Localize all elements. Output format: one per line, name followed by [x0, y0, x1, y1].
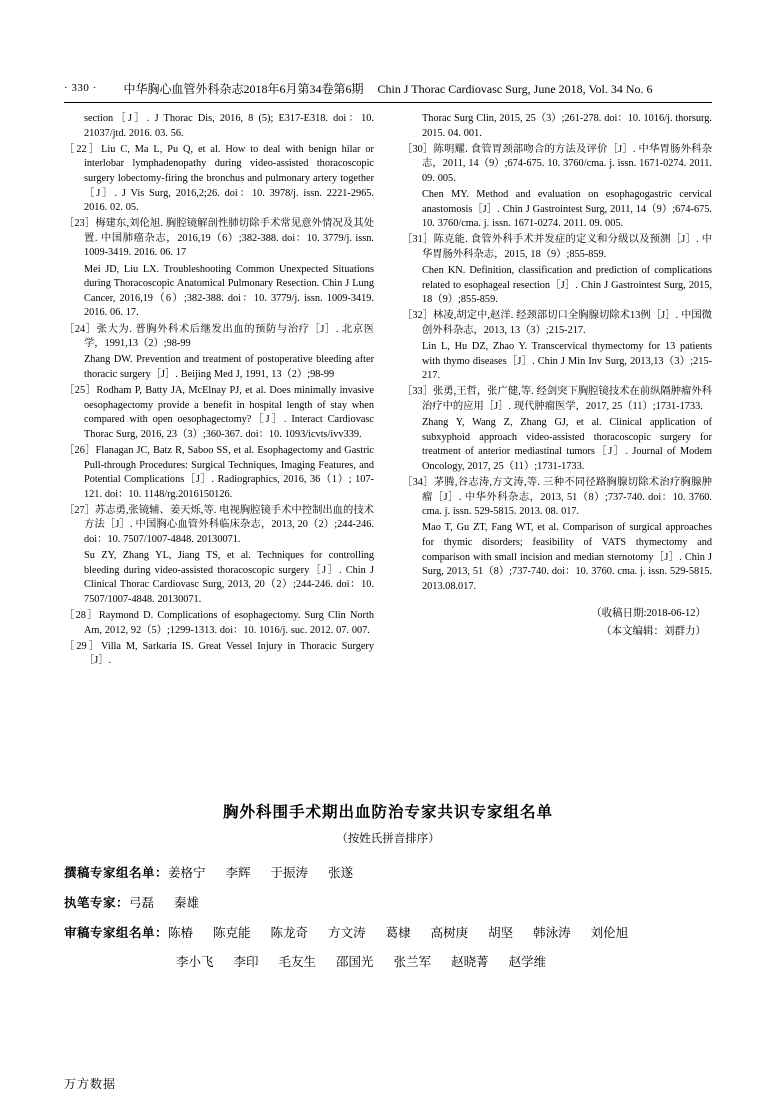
article-closing: [402, 605, 712, 643]
received-date: （收稿日期:2018-06-12）: [591, 607, 706, 619]
reference-item: Chen MY. Method and evaluation on esophagogastric cervical anastomosis［J］. Chin J Gastrointest Surg, 2011, 14（9）;674-675. 10. 3760/cma. j. issn. 1671-0274. 2011. 09. 005.: [422, 189, 712, 230]
group-row-writers: [64, 894, 712, 913]
expert-name: 姜格宁: [168, 866, 206, 880]
consensus-subtitle: （按姓氏拼音排序）: [336, 833, 440, 845]
reference-item: ［33］张勇,王哲，张广健,等. 经剑突下胸腔镜技术在前纵隔肿瘤外科治疗中的应用［J］. 现代肿瘤医学，2017, 25（11）;1731-1733.: [402, 386, 712, 413]
expert-name: 张兰军: [393, 955, 432, 970]
reference-item: ［22］Liu C, Ma L, Pu Q, et al. How to deal with benign hilar or interlobar lymphadenopathy during video-assisted thoracoscopic surgery lobectomy-firing the bronchus and pulmonary artery together［J］. J Vis Surg, 2016,2;26. doi：10. 3978/j. issn. 2221-2965. 2016. 02. 05.: [64, 143, 374, 214]
reference-item: ［27］苏志勇,张镜辅、姜天烁,等. 电视胸腔镜手术中控制出血的技术方法［J］. 中国胸心血管外科临床杂志，2013, 20（2）;244-246. doi：10. 7507/1007-4848. 20130071.: [64, 504, 374, 546]
expert-name: 邵国光: [336, 955, 374, 970]
group-row-reviewers-continued: [64, 953, 712, 972]
expert-name: 李辉: [225, 866, 251, 880]
reference-item: ［28］Raymond D. Complications of esophagectomy. Surg Clin North Am, 2012, 92（5）;1299-1313. doi：10. 1016/j. suc. 2012. 07. 007.: [64, 610, 374, 636]
reference-item: ［26］Flanagan JC, Batz R, Saboo SS, et al. Esophagectomy and Gastric Pull-through Procedures: Surgical Techniques, Imaging Features, and Potential Complications［J］. Radiographics, 2016, 36（1）; 107-121. doi：10. 1148/rg.2016150126.: [64, 444, 374, 500]
journal-title-en: Chin J Thorac Cardiovasc Surg, June 2018, Vol. 34 No. 6: [377, 82, 653, 96]
group-row-reviewers: [64, 924, 712, 943]
expert-name: 陈克能: [213, 925, 251, 940]
group-names: [168, 924, 712, 943]
expert-name: 胡坚: [488, 925, 514, 940]
expert-name: 陈龙奇: [270, 925, 309, 940]
running-head: [64, 80, 712, 102]
expert-name: 韩泳涛: [533, 925, 571, 940]
reference-item: Mei JD, Liu LX. Troubleshooting Common Unexpected Situations during Thoracoscopic Anatomical Pulmonary Resection. Chin J Lung Cancer, 2016,19（6）;382-388. doi：10. 3779/j. issn. 1009-3419. 2016. 06. 17.: [84, 263, 374, 319]
reference-item: ［31］陈克能. 食管外科手术并发症的定义和分级以及预测［J］. 中华胃肠外科杂志，2015, 18（9）;855-859.: [402, 234, 712, 260]
reference-item: Lin L, Hu DZ, Zhao Y. Transcervical thymectomy for 13 patients with thymo diseases［J］. Chin J Min Inv Surg, 2013,13（3）;215-217.: [422, 341, 712, 382]
expert-name: 张遂: [328, 866, 354, 880]
expert-name: 陈椿: [168, 925, 194, 940]
group-label: 撰稿专家组名单：: [64, 866, 169, 880]
consensus-title: 胸外科围手术期出血防治专家共识专家组名单: [222, 804, 553, 821]
journal-title-line: [123, 80, 652, 97]
page-number: · 330 ·: [64, 82, 97, 94]
expert-name: 于振涛: [270, 866, 309, 880]
reference-item: ［30］陈明耀. 食管胃颈部吻合的方法及评价［J］. 中华胃肠外科杂志，2011, 14（9）;674-675. 10. 3760/cma. j. issn. 1671-0274. 2011. 09. 005.: [402, 143, 712, 184]
expert-name: 秦雄: [174, 895, 200, 910]
group-names: [129, 894, 712, 913]
reference-item: ［29］Villa M, Sarkaria IS. Great Vessel Injury in Thoracic Surgery［J］.: [64, 640, 374, 667]
reference-item: Thorac Surg Clin, 2015, 25（3）;261-278. doi：10. 1016/j. thorsurg. 2015. 04. 001.: [422, 113, 712, 139]
reference-item: Chen KN. Definition, classification and prediction of complications related to esophageal resection［J］. Chin J Gastrointest Surg, 2015, 18（9）;855-859.: [422, 265, 712, 306]
expert-name: 李小飞: [176, 955, 214, 970]
reference-column-right: [402, 112, 712, 671]
wanfang-watermark: 万方数据: [64, 1077, 117, 1091]
reference-item: ［23］梅建东,刘伦旭. 胸腔镜解剖性肺切除手术常见意外情况及其处置. 中国肺癌杂志，2016,19（6）;382-388. doi：10. 3779/j. issn. 1009-3419. 2016. 06. 17: [64, 218, 374, 259]
expert-name: 毛友生: [278, 955, 317, 970]
expert-name: 葛棣: [385, 925, 411, 940]
group-row-authors: [64, 864, 712, 883]
expert-name: 赵学维: [508, 955, 547, 970]
editor-line: （本文编辑：刘群力）: [601, 626, 706, 638]
reference-item: ［34］茅腾,谷志涛,方文涛,等. 三种不同径路胸腺切除术治疗胸腺肿瘤［J］. 中华外科杂志，2013, 51（8）;737-740. doi：10. 3760. cma. j. issn. 529-5815. 2013. 08. 017.: [402, 477, 712, 518]
expert-name: 高树庚: [430, 925, 469, 940]
reference-item: Zhang DW. Prevention and treatment of postoperative bleeding after thoracic surgery［J］. Beijing Med J, 1991, 13（2）;98-99: [84, 354, 374, 380]
reference-column-left: [64, 112, 374, 671]
reference-item: ［32］林凌,胡定中,赵洋. 经颈部切口全胸腺切除术13例［J］. 中国微创外科杂志，2013, 13（3）;215-217.: [402, 310, 712, 337]
expert-name: 弓磊: [129, 895, 155, 910]
reference-item: ［25］Rodham P, Batty JA, McElnay PJ, et al. Does minimally invasive oesophagectomy provide a benefit in hospital length of stay when compared with open oesophagectomy?［J］. Interact Cardiovasc Thorac Surg, 2016, 23（3）;360-367. doi：10. 1093/icvts/ivv339.: [64, 384, 374, 440]
reference-item: Zhang Y, Wang Z, Zhang GJ, et al. Clinical application of subxyphoid approach video-assisted thoracoscopic surgery for treatment of anterior mediastinal tumors［J］. Journal of Modem Oncology, 2017, 25（11）;1731-1733.: [422, 417, 712, 473]
reference-columns: [64, 112, 712, 671]
group-label: 执笔专家：: [64, 895, 130, 910]
expert-name: 刘伦旭: [590, 925, 629, 940]
reference-item: Su ZY, Zhang YL, Jiang TS, et al. Techniques for controlling bleeding during video-assisted thoracoscopic surgery［J］. Chin J Clinical Thorac Cardiovasc Surg, 2013, 20（2）;244-246. doi：10. 7507/1007-4848. 20130071.: [84, 550, 374, 605]
reference-item: section［J］. J Thorac Dis, 2016, 8 (5); E317-E318. doi：10. 21037/jtd. 2016. 03. 56.: [84, 113, 374, 139]
reference-item: ［24］张大为. 普胸外科术后继发出血的预防与治疗［J］. 北京医学，1991,13（2）;98-99: [64, 323, 374, 350]
expert-name: 方文涛: [328, 925, 366, 940]
reference-item: Mao T, Gu ZT, Fang WT, et al. Comparison of surgical approaches for thymic disorders; feasibility of VATS thymectomy and comparison with small incision and median sternotomy［J］. Chin J Surg, 2013, 51（8）;737-740. doi：10. 3760. cma. j. issn. 529-5815. 2013.08.017.: [422, 522, 712, 592]
expert-name: 赵晓菁: [451, 955, 489, 970]
group-names: [168, 864, 712, 883]
journal-title-cn: 中华胸心血管外科杂志2018年6月第34卷第6期: [123, 82, 364, 96]
header-divider: [64, 102, 712, 103]
group-label: 审稿专家组名单：: [64, 925, 169, 940]
consensus-expert-group: [64, 800, 712, 983]
expert-name: 李印: [233, 955, 259, 970]
